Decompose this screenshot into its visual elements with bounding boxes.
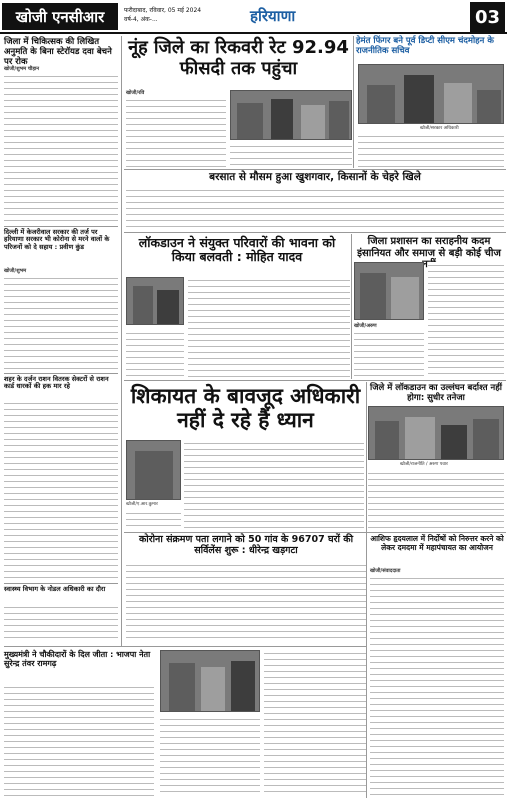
headline-district: जिले में लॉकडाउन का उल्लंघन बर्दाश्त नहीं होगा: सुधीर तनेजा	[370, 383, 502, 403]
byline-2: खोजी/रवि	[126, 90, 145, 96]
photo-right-top	[358, 64, 504, 124]
divider	[124, 532, 506, 533]
article-text	[184, 440, 364, 530]
column-rule	[351, 234, 352, 379]
byline-4: खोजी/अरुण	[354, 323, 377, 329]
photo-caption-2: खोजी/ए.आर.कुमार	[126, 502, 158, 507]
article-text	[4, 684, 154, 796]
column-rule	[353, 36, 354, 168]
headline-top-left: जिला में चिकित्सक की लिखित अनुमति के बिना स्टेरॉयड दवा बेचने पर रोक	[4, 37, 112, 67]
divider	[4, 583, 118, 584]
date-line-1: फरीदाबाद, रविवार, 05 मई 2024	[124, 7, 202, 14]
headline-rain: बरसात से मौसम हुआ खुशगवार, किसानों के चेहरे खिले	[209, 171, 421, 183]
photo-admin	[354, 262, 424, 320]
article-text	[368, 470, 504, 530]
article-text	[126, 187, 504, 229]
article-text	[160, 716, 260, 796]
article-text	[126, 562, 366, 642]
headline-admin: जिला प्रशासन का सराहनीय कदम इंसानियत और समाज से बड़ी कोई चीज	[357, 236, 501, 259]
photo-complaint	[126, 440, 181, 500]
headline-left-mid: दिल्ली में केजरीवाल सरकार की तर्ज पर हरियाणा सरकार भी कोरोना से मरने वालों के परिजनों को दे सहाय : प्रवीण कुंड	[4, 228, 110, 251]
divider	[4, 373, 118, 374]
brand-logo: खोजी एनसीआर	[2, 3, 118, 30]
byline-3: खोजी/शुभम	[4, 268, 27, 274]
divider	[124, 380, 506, 381]
article-text	[354, 330, 424, 377]
article-text	[126, 510, 181, 530]
headline-main: नूंह जिले का रिकवरी रेट 92.94 फीसदी तक पहुंचा	[128, 37, 349, 79]
headline-cm: मुख्यमंत्री ने चौकीदारों के दिल जीता : भाजपा नेता सुरेन्द्र तंवर रामगढ़	[4, 650, 151, 669]
photo-caption-3: खोजी/राजनीति / अरुण पवार	[400, 462, 448, 467]
column-rule	[121, 36, 122, 646]
section-title: हरियाणा	[250, 7, 296, 25]
divider	[4, 646, 366, 647]
photo-district	[368, 406, 504, 460]
byline-1: खोजी/शुभम चौहान	[4, 66, 40, 72]
article-text	[126, 97, 226, 167]
article-text	[188, 277, 350, 377]
headline-corona: कोरोना संक्रमण पता लगाने को 50 गांव के 96707 घरों की सर्विलेंस शुरू : धीरेन्द्र खड़गटा	[138, 534, 354, 556]
photo-center	[230, 90, 352, 140]
byline-5: खोजी/संवाददाता	[370, 568, 401, 574]
article-text	[4, 73, 118, 223]
article-text	[126, 330, 184, 377]
column-rule	[366, 382, 367, 798]
photo-bottom	[160, 650, 260, 712]
article-text	[358, 133, 504, 167]
headline-lockdown: लॉकडाउन ने संयुक्त परिवारों की भावना को किया बलवती : मोहित यादव	[138, 235, 336, 265]
headline-sparsh: आशिफ हृदयलाल में निर्दोषों को निरुत्तर करने को लेकर दमदमा में महापंचायत का आयोजन	[370, 534, 504, 552]
dateline	[124, 6, 201, 24]
headline-top-right: हेमंत फिंगर बने पूर्व डिप्टी सीएम चंदमोहन के राजनीतिक सचिव	[356, 36, 494, 56]
article-text	[264, 650, 366, 796]
divider	[4, 226, 118, 227]
article-text	[428, 262, 504, 377]
page-number: 03	[470, 2, 505, 32]
divider	[124, 169, 506, 170]
headline-complaint: शिकायत के बावजूद अधिकारी नहीं दे रहे हैं ध्यान	[130, 384, 361, 433]
headline-left-news: शहर के दर्जन राशन वितरक सेक्टरों से राशन कार्ड धारकों की हक मार रहे	[4, 375, 109, 391]
article-text	[4, 400, 118, 580]
photo-caption-1: खोजी/सरकार अधिकारी	[420, 126, 459, 131]
article-text	[4, 275, 118, 370]
date-line-2: वर्ष-4, अंक-...	[124, 16, 158, 23]
article-text	[230, 143, 352, 167]
photo-lockdown	[126, 277, 184, 325]
article-text	[370, 575, 504, 795]
headline-health: स्वास्थ्य विभाग के नोडल अधिकारी का दौरा	[4, 585, 106, 593]
divider	[124, 232, 506, 233]
article-text	[4, 604, 118, 642]
